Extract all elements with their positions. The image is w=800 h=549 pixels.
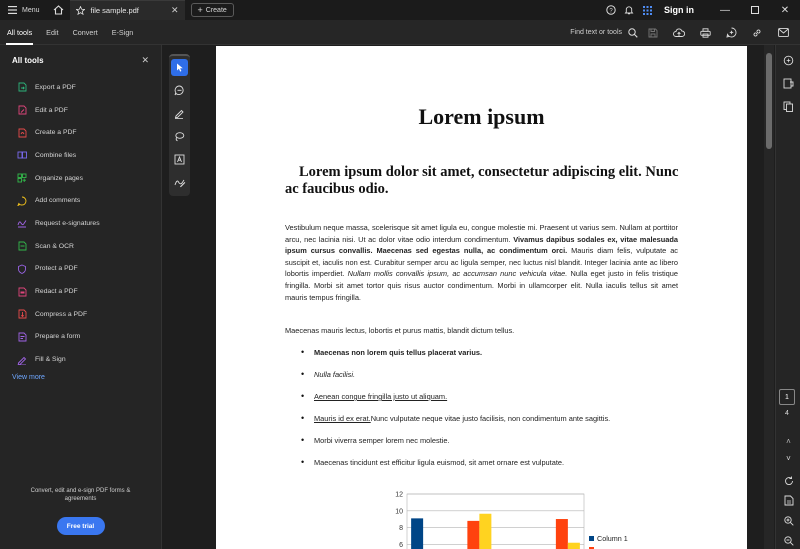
para-italic-text: Nullam mollis convallis ipsum, ac accumsan nunc vehicula vitae.: [347, 269, 568, 279]
export-pdf-icon: [17, 82, 27, 92]
print-button[interactable]: [692, 20, 718, 45]
protect-pdf-icon: [17, 264, 27, 274]
tool-item-label: Scan & OCR: [35, 242, 74, 250]
create-button[interactable]: [191, 3, 234, 17]
document-subtitle: Lorem ipsum dolor sit amet, consectetur adipiscing elit. Nunc ac faucibus odio.: [285, 164, 679, 197]
chart-bar: [556, 519, 568, 549]
list-item-text: • Maecenas non lorem quis tellus placerat varius.: [314, 348, 482, 357]
pdf-page[interactable]: [216, 46, 747, 549]
find-tools-button[interactable]: Find text or tools: [570, 29, 622, 36]
minimize-icon: —: [720, 4, 730, 16]
upload-cloud-button[interactable]: [666, 20, 692, 45]
promo-box: [0, 487, 161, 535]
maximize-button[interactable]: [740, 0, 770, 20]
vertical-scrollbar[interactable]: [764, 45, 774, 549]
tool-item-label: Redact a PDF: [35, 288, 78, 296]
view-more-link[interactable]: View more: [12, 373, 45, 381]
tool-item-edit-a-pdf[interactable]: [0, 99, 161, 122]
save-icon: [648, 28, 658, 38]
edit-pdf-icon: [17, 105, 27, 115]
sign-tool[interactable]: [169, 171, 190, 194]
para-text: Vestibulum neque massa, scelerisque sit amet ligula eu, congue molestie mi. Praesent ut varius sem. Nullam at porttitor arcu, nec lacinia nisi. Ut ac dolor vitae odio interdum condimentum.: [285, 223, 678, 244]
total-pages: 4: [785, 410, 789, 417]
lasso-icon: [174, 131, 185, 142]
draw-tool[interactable]: [169, 125, 190, 148]
second-paragraph: Maecenas mauris lectus, lobortis et purus mattis, blandit dictum tellus.: [285, 326, 515, 335]
document-view-icon: [784, 495, 794, 506]
tab-all-tools[interactable]: All tools: [0, 20, 39, 45]
search-button[interactable]: [626, 20, 640, 45]
tool-item-label: Protect a PDF: [35, 265, 78, 273]
list-item-text: Nunc vulputate neque vitae justo facilisis, non condimentum ante sagittis.: [370, 414, 611, 423]
legend-swatch: [589, 536, 594, 541]
email-button[interactable]: [770, 20, 796, 45]
redact-pdf-icon: [17, 287, 27, 297]
tool-item-export-a-pdf[interactable]: [0, 76, 161, 99]
rotate-icon: [784, 476, 794, 486]
fill-sign-icon: [17, 355, 27, 365]
tab-convert[interactable]: Convert: [72, 27, 98, 37]
tool-item-protect-a-pdf[interactable]: [0, 258, 161, 281]
list-item-text: • Maecenas tincidunt est efficitur ligula euismod, sit amet ornare est vulputate.: [314, 458, 565, 467]
comment-add-icon: [174, 85, 185, 96]
pages-button[interactable]: [776, 95, 800, 118]
y-tick-label: 6: [399, 541, 403, 549]
tool-item-label: Organize pages: [35, 174, 83, 182]
list-item-link[interactable]: • Mauris id ex erat.: [314, 414, 371, 423]
comment-tool[interactable]: [169, 79, 190, 102]
create-label: Create: [205, 6, 227, 14]
tool-item-create-a-pdf[interactable]: [0, 121, 161, 144]
list-item: [301, 392, 610, 414]
close-icon: ✕: [780, 4, 790, 16]
tool-item-label: Edit a PDF: [35, 106, 68, 114]
scrollbar-thumb[interactable]: [766, 53, 772, 149]
combine-files-icon: [17, 150, 27, 160]
help-button[interactable]: [602, 0, 620, 20]
save-button[interactable]: [640, 20, 666, 45]
list-item-text: • Morbi viverra semper lorem nec molestie.: [314, 436, 450, 445]
apps-grid-icon: [643, 6, 652, 15]
list-item-text: • Nulla facilisi.: [314, 370, 356, 379]
print-icon: [700, 28, 711, 38]
main-toolbar: [0, 20, 800, 45]
para-text: Mauris diam felis, vulputate ac suscipit et, iaculis non est. Curabitur semper arcu ac ligula semper, nec luctus nisl blandit. Integer lacinia ante ac libero lobortis imperdiet.: [285, 246, 678, 279]
quick-tools-strip: [169, 54, 190, 196]
tab-edit[interactable]: Edit: [46, 27, 59, 37]
chevron-up-icon: ˄: [786, 437, 791, 446]
pages-icon: [783, 101, 794, 112]
tool-item-label: Request e-signatures: [35, 219, 100, 227]
scan-ocr-icon: [17, 241, 27, 251]
signature-icon: [174, 177, 186, 188]
zoom-in-icon: [784, 516, 794, 526]
chart-bar: [411, 518, 423, 549]
home-button[interactable]: [48, 0, 70, 20]
para-bold-text: Vivamus dapibus sodales ex, vitae malesuada ipsum cursus convallis. Maecenas sed egestas nulla, ac condimentum orci.: [285, 234, 678, 256]
prepare-form-icon: [17, 332, 27, 342]
tool-item-organize-pages[interactable]: [0, 167, 161, 190]
text-tool[interactable]: [169, 148, 190, 171]
tool-item-label: Create a PDF: [35, 129, 77, 137]
tool-item-label: Combine files: [35, 151, 77, 159]
mail-icon: [778, 28, 789, 37]
close-panel-icon[interactable]: ✕: [141, 55, 149, 65]
tool-item-scan-ocr[interactable]: [0, 235, 161, 258]
tool-item-add-comments[interactable]: [0, 189, 161, 212]
ai-assistant-button[interactable]: [718, 20, 744, 45]
tool-item-label: Add comments: [35, 197, 81, 205]
home-icon: [53, 5, 64, 15]
list-item-text: • Aenean congue fringilla justo ut aliquam.: [314, 392, 448, 401]
list-item: [301, 458, 610, 480]
zoom-out-button[interactable]: [776, 529, 800, 549]
chart-bar: [479, 514, 491, 549]
cloud-upload-icon: [673, 28, 685, 38]
pen-icon: [174, 108, 185, 119]
text-box-icon: [174, 154, 185, 165]
tool-item-compress-a-pdf[interactable]: [0, 303, 161, 326]
tool-item-label: Compress a PDF: [35, 310, 88, 318]
link-icon: [752, 28, 762, 38]
comment-icon: [17, 196, 27, 206]
tool-item-prepare-a-form[interactable]: [0, 326, 161, 349]
apps-button[interactable]: [638, 0, 656, 20]
tab-e-sign[interactable]: E-Sign: [111, 27, 134, 37]
panel-title: All tools: [12, 56, 44, 65]
para-text: Nulla eget justo in felis tristique fringilla. Morbi sit amet tortor quis risus auctor condimentum. Morbi in ullamcorper elit. Nulla iaculis tellus sit amet mauris tempus fringilla.: [285, 269, 678, 302]
bookmarks-button[interactable]: [776, 72, 800, 95]
y-tick-label: 8: [399, 525, 403, 533]
y-tick-label: 10: [395, 508, 403, 516]
request-signature-icon: [17, 218, 27, 228]
document-tab[interactable]: [70, 0, 185, 20]
share-link-button[interactable]: [744, 20, 770, 45]
menu-button[interactable]: [0, 0, 48, 20]
svg-text:?: ?: [609, 8, 613, 15]
zoom-out-icon: [784, 536, 794, 546]
help-icon: [606, 5, 616, 15]
free-trial-button[interactable]: Free trial: [57, 517, 105, 535]
sign-in-button[interactable]: Sign in: [664, 5, 694, 15]
minimize-button[interactable]: [710, 0, 740, 20]
plus-icon: +: [197, 5, 203, 15]
tool-item-request-e-signatures[interactable]: [0, 212, 161, 235]
next-page-button[interactable]: [776, 447, 800, 470]
list-item: [301, 348, 610, 370]
tool-item-redact-a-pdf[interactable]: [0, 280, 161, 303]
create-pdf-icon: [17, 128, 27, 138]
search-icon: [628, 28, 638, 38]
menu-label: Menu: [22, 6, 40, 14]
list-item: [301, 436, 610, 458]
chart-bar: [568, 543, 580, 549]
promo-text: Convert, edit and e-sign PDF forms & agreements: [30, 488, 131, 502]
highlight-tool[interactable]: [169, 102, 190, 125]
compress-pdf-icon: [17, 309, 27, 319]
organize-pages-icon: [17, 173, 27, 183]
chart-bar: [467, 521, 479, 549]
all-tools-panel: [0, 45, 162, 549]
tool-item-fill-sign[interactable]: [0, 348, 161, 371]
current-page-input[interactable]: 1: [779, 389, 795, 405]
cursor-icon: [176, 63, 184, 72]
right-sidebar: [775, 45, 800, 549]
y-tick-label: 12: [395, 491, 403, 499]
tool-item-combine-files[interactable]: [0, 144, 161, 167]
ai-sidebar-button[interactable]: [776, 49, 800, 72]
ai-chat-icon: [783, 55, 794, 66]
select-tool[interactable]: [169, 56, 190, 79]
list-item: [301, 370, 610, 392]
title-bar: [0, 0, 800, 20]
star-icon[interactable]: [76, 6, 85, 15]
hamburger-icon: [8, 6, 17, 14]
list-item: [301, 414, 610, 436]
tool-item-label: Prepare a form: [35, 333, 81, 341]
ai-assistant-icon: [726, 27, 737, 38]
legend-label: Column 1: [597, 534, 628, 543]
body-paragraph: [285, 222, 678, 303]
tool-item-label: Fill & Sign: [35, 356, 66, 364]
tab-title: file sample.pdf: [90, 6, 139, 15]
close-tab-icon[interactable]: ✕: [170, 5, 179, 15]
bookmark-comment-icon: [783, 78, 794, 89]
close-window-button[interactable]: [770, 0, 800, 20]
bar-chart: [357, 487, 697, 549]
bell-icon: [624, 5, 634, 15]
notifications-button[interactable]: [620, 0, 638, 20]
tool-item-label: Export a PDF: [35, 83, 76, 91]
document-title: Lorem ipsum: [418, 104, 545, 129]
tool-list: [0, 76, 161, 371]
bullet-list: [301, 348, 610, 480]
chevron-down-icon: ˅: [786, 454, 791, 463]
maximize-icon: [751, 6, 759, 14]
